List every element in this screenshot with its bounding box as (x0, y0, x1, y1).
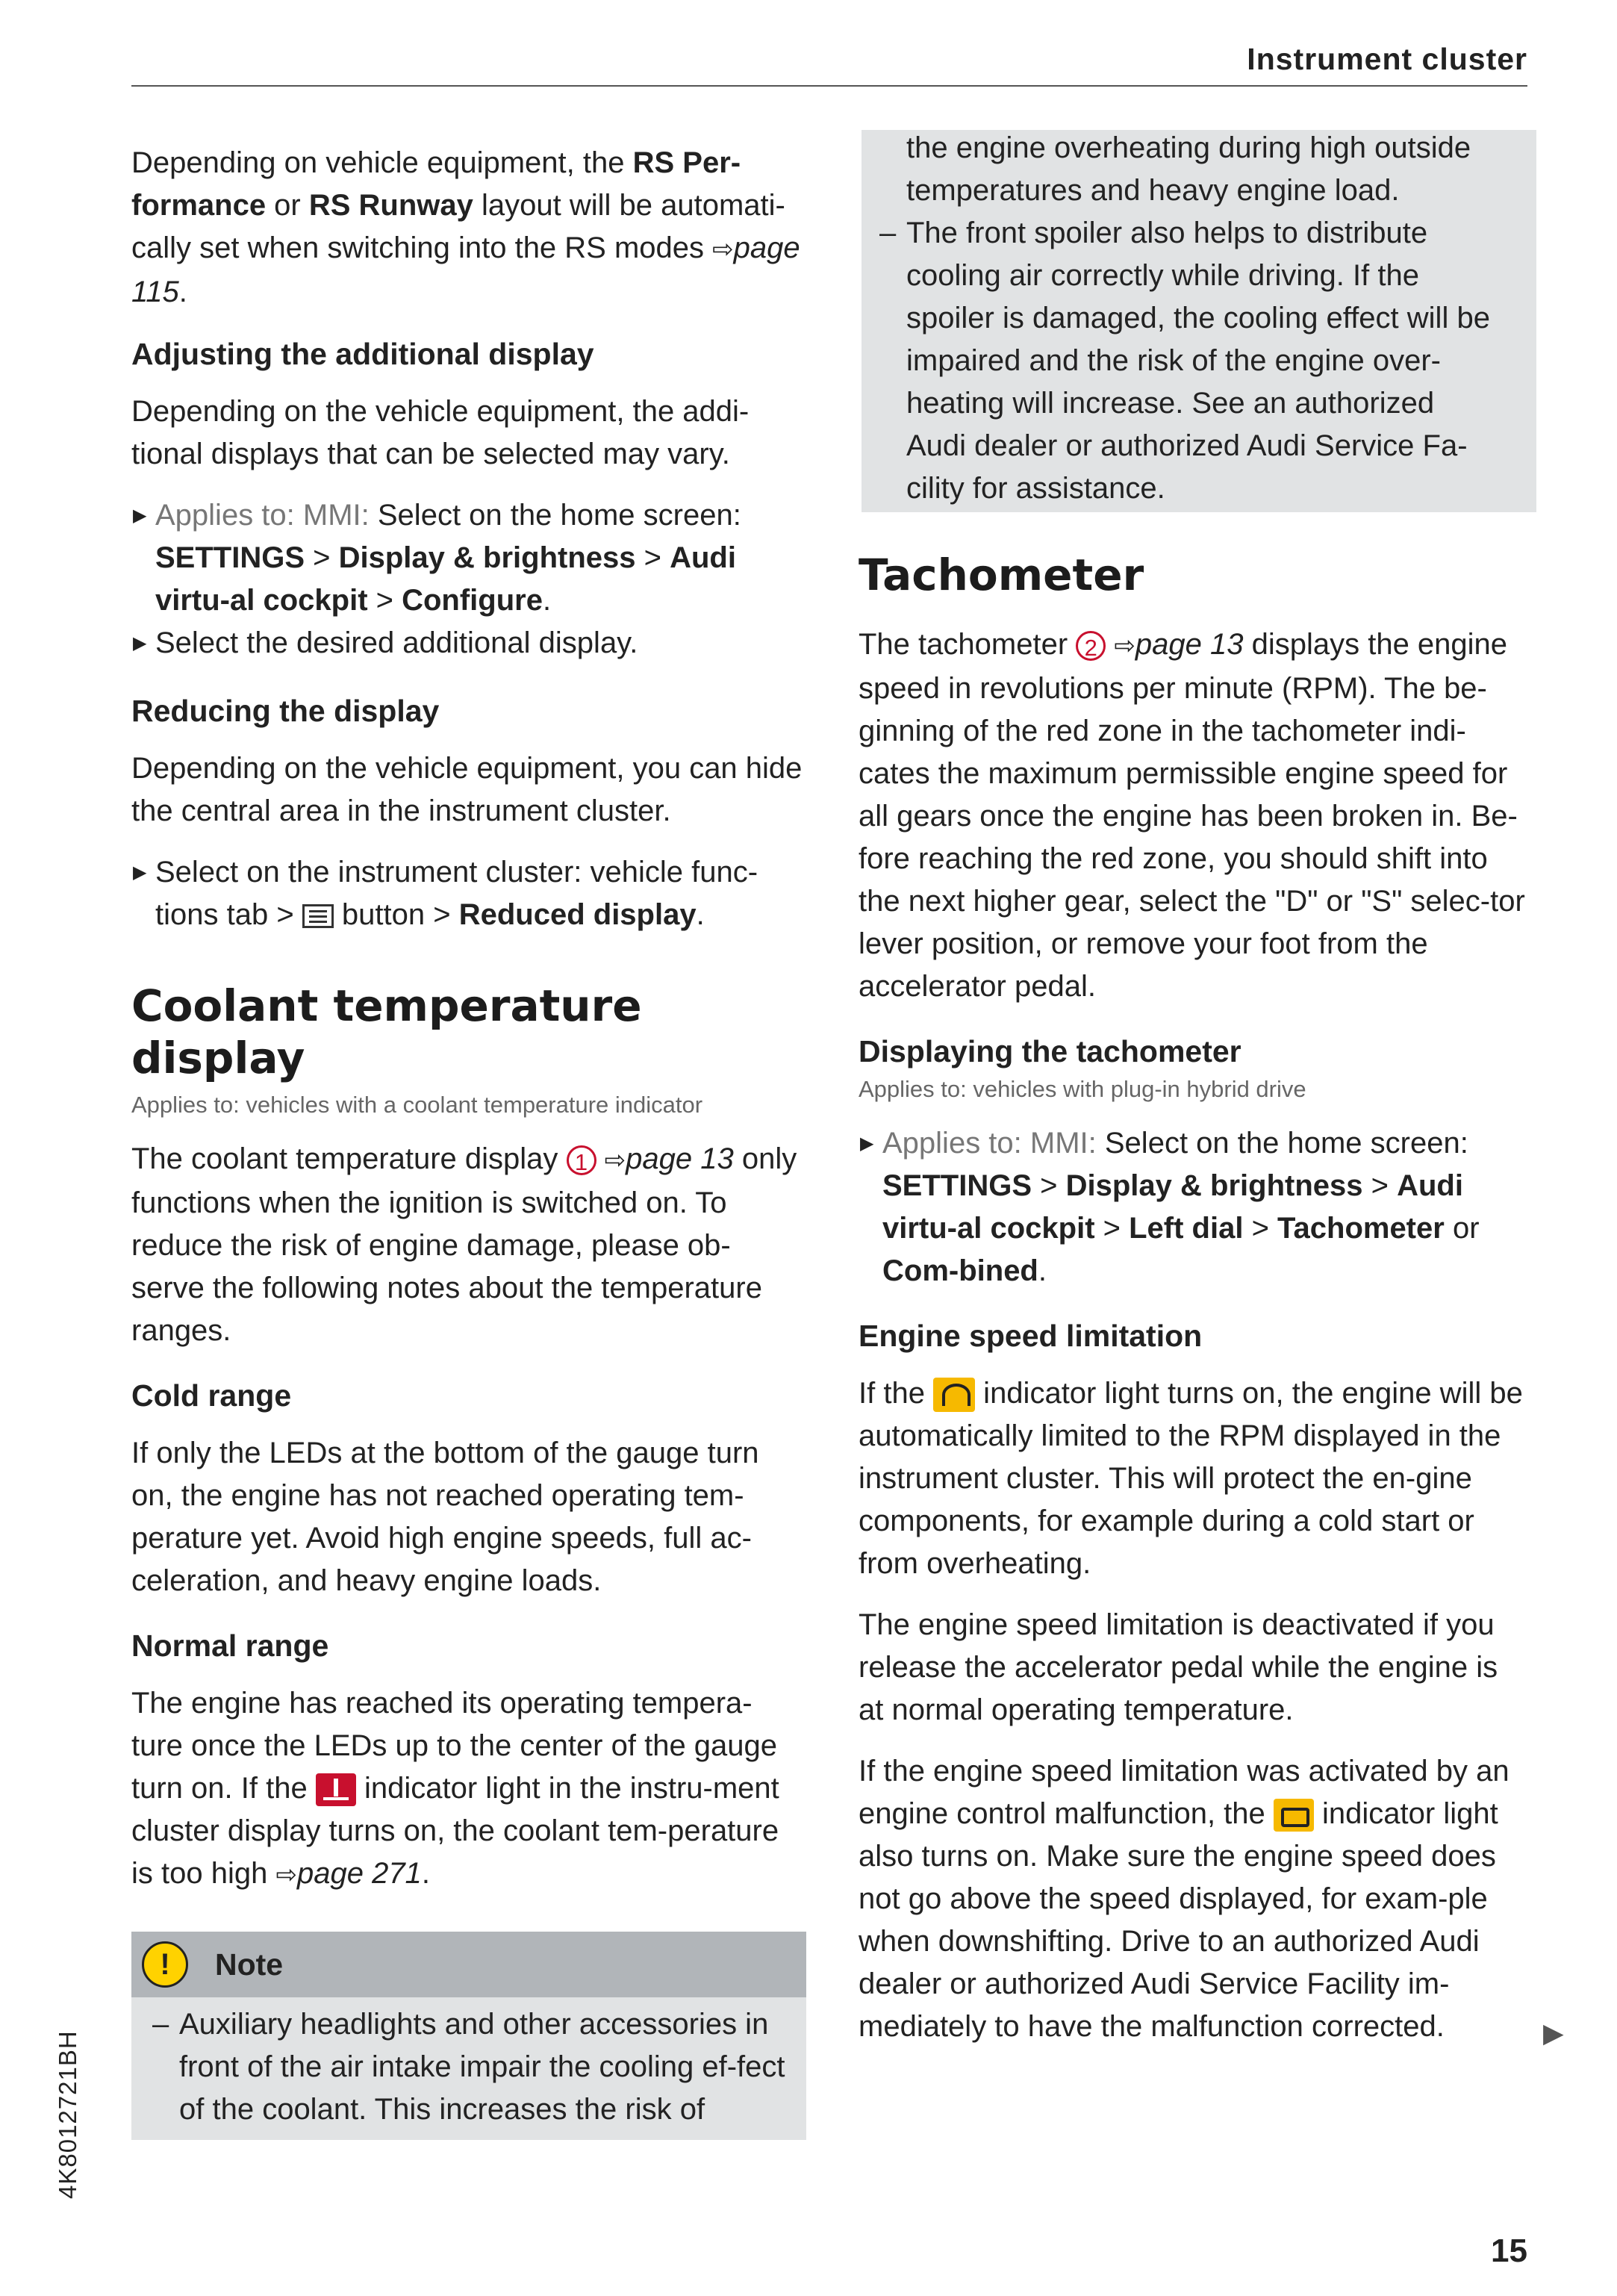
running-header: Instrument cluster (1247, 42, 1527, 76)
page-number: 15 (1491, 2233, 1527, 2269)
engine-speed-limit-icon (933, 1378, 975, 1412)
speed-limit-paragraph-1: If the indicator light turns on, the engine will be automatically limited to the RPM displayed in the instrument cluster. This will protect the en-gine components, for example during a cold start or from overheating. (859, 1377, 1523, 1580)
coolant-temperature-icon (316, 1773, 356, 1806)
callout-number: 2 (1076, 631, 1106, 661)
note-item: – Auxiliary headlights and other accessories in front of the air intake impair the cooling ef-fect of the coolant. This increases the risk of (152, 2008, 785, 2126)
speed-limit-heading: Engine speed limitation (859, 1319, 1203, 1353)
cross-ref-arrow-icon: ⇨ (712, 235, 734, 264)
callout-number: 1 (567, 1145, 596, 1175)
speed-limit-paragraph-3: If the engine speed limitation was activated by an engine control malfunction, the indicator light also turns on. Make sure the engine speed does not go above the speed displayed, for exam-ple when downshifting. Drive to an authorized Audi dealer or authorized Audi Service Facility im-mediately to have the malfunction corrected. (859, 1755, 1509, 2043)
note-item: – The front spoiler also helps to distribute cooling air correctly while driving. If the spoiler is damaged, the cooling effect will be impaired and the risk of the engine over-heating will increase. See an authorized Audi dealer or authorized Audi Service Fa-cility for assistance. (879, 217, 1490, 505)
coolant-applies: Applies to: vehicles with a coolant temperature indicator (131, 1092, 703, 1118)
cross-ref-arrow-icon: ⇨ (604, 1146, 626, 1175)
tachometer-step: ▶ Applies to: MMI: Select on the home screen: SETTINGS > Display & brightness > Audi virtu-al cockpit > Left dial > Tachometer or Com-bined. (859, 1122, 1530, 1292)
normal-range-heading: Normal range (131, 1628, 329, 1663)
note-continuation: the engine overheating during high outside temperatures and heavy engine load. (906, 131, 1471, 207)
note-header (131, 1932, 806, 1997)
tachometer-heading: Tachometer (859, 550, 1144, 600)
step-bullet-icon: ▶ (133, 862, 147, 883)
page-link[interactable]: page 13 (626, 1142, 734, 1175)
cross-ref-arrow-icon: ⇨ (1114, 632, 1135, 660)
continue-arrow-icon: ▶ (1543, 2017, 1564, 2048)
cold-range-heading: Cold range (131, 1378, 292, 1413)
rs-layout-paragraph: Depending on vehicle equipment, the RS Per-formance or RS Runway layout will be automati-cally set when switching into the RS modes ⇨page 115. (131, 146, 800, 308)
reduce-step: ▶ Select on the instrument cluster: vehicle func-tions tab > button > Reduced display. (131, 851, 803, 936)
header-rule (131, 85, 1527, 87)
note-box (131, 1932, 806, 2140)
page-link[interactable]: page 271 (296, 1857, 422, 1890)
page-link[interactable]: page 115 (131, 231, 800, 308)
adjust-step-1: ▶ Applies to: MMI: Select on the home screen: SETTINGS > Display & brightness > Audi virtu-al cockpit > Configure. (131, 494, 803, 622)
coolant-heading: Coolant temperature display (131, 980, 642, 1083)
coolant-body: The coolant temperature display 1 ⇨page 13 only functions when the ignition is switched on. To reduce the risk of engine damage, please ob-serve the following notes about the temperature ranges. (131, 1142, 797, 1347)
reduce-heading: Reducing the display (131, 694, 440, 728)
cold-range-body: If only the LEDs at the bottom of the gauge turn on, the engine has not reached operating tem-perature yet. Avoid high engine speeds, full ac-celeration, and heavy engine loads. (131, 1437, 759, 1597)
step-bullet-icon: ▶ (860, 1133, 874, 1154)
tachometer-body: The tachometer 2 ⇨page 13 displays the engine speed in revolutions per minute (RPM). The be-ginning of the red zone in the tachometer indi-cates the maximum permissible engine speed for all gears once the engine has been broken in. Be-fore reaching the red zone, you should shift into the next higher gear, select the "D" or "S" selec-tor lever position, or remove your foot from the accelerator pedal. (859, 628, 1525, 1003)
menu-list-icon (302, 904, 334, 928)
note-title: Note (215, 1947, 284, 1982)
speed-limit-paragraph-2: The engine speed limitation is deactivated if you release the accelerator pedal while the engine is at normal operating temperature. (859, 1608, 1498, 1726)
normal-range-body: The engine has reached its operating tempera-ture once the LEDs up to the center of the gauge turn on. If the indicator light in the instru-ment cluster display turns on, the coolant tem-perature is too high ⇨page 271. (131, 1687, 779, 1890)
adjust-heading: Adjusting the additional display (131, 337, 594, 371)
display-tachometer-applies: Applies to: vehicles with plug-in hybrid drive (859, 1076, 1306, 1102)
display-tachometer-heading: Displaying the tachometer (859, 1034, 1241, 1068)
right-column (859, 127, 1530, 2048)
reduce-body: Depending on the vehicle equipment, you can hide the central area in the instrument cluster. (131, 752, 803, 827)
exclamation-icon: ! (142, 1941, 188, 1988)
adjust-step-2: ▶ Select the desired additional display. (131, 622, 803, 665)
adjust-body: Depending on the vehicle equipment, the addi-tional displays that can be selected may vary. (131, 395, 750, 470)
step-bullet-icon: ▶ (133, 633, 147, 653)
step-bullet-icon: ▶ (133, 505, 147, 526)
cross-ref-arrow-icon: ⇨ (275, 1861, 297, 1889)
left-column (131, 142, 803, 1897)
document-code: 4K8012721BH (54, 2030, 81, 2199)
engine-control-icon (1274, 1799, 1314, 1832)
page-link[interactable]: page 13 (1135, 628, 1244, 661)
note-body (131, 1997, 806, 2140)
